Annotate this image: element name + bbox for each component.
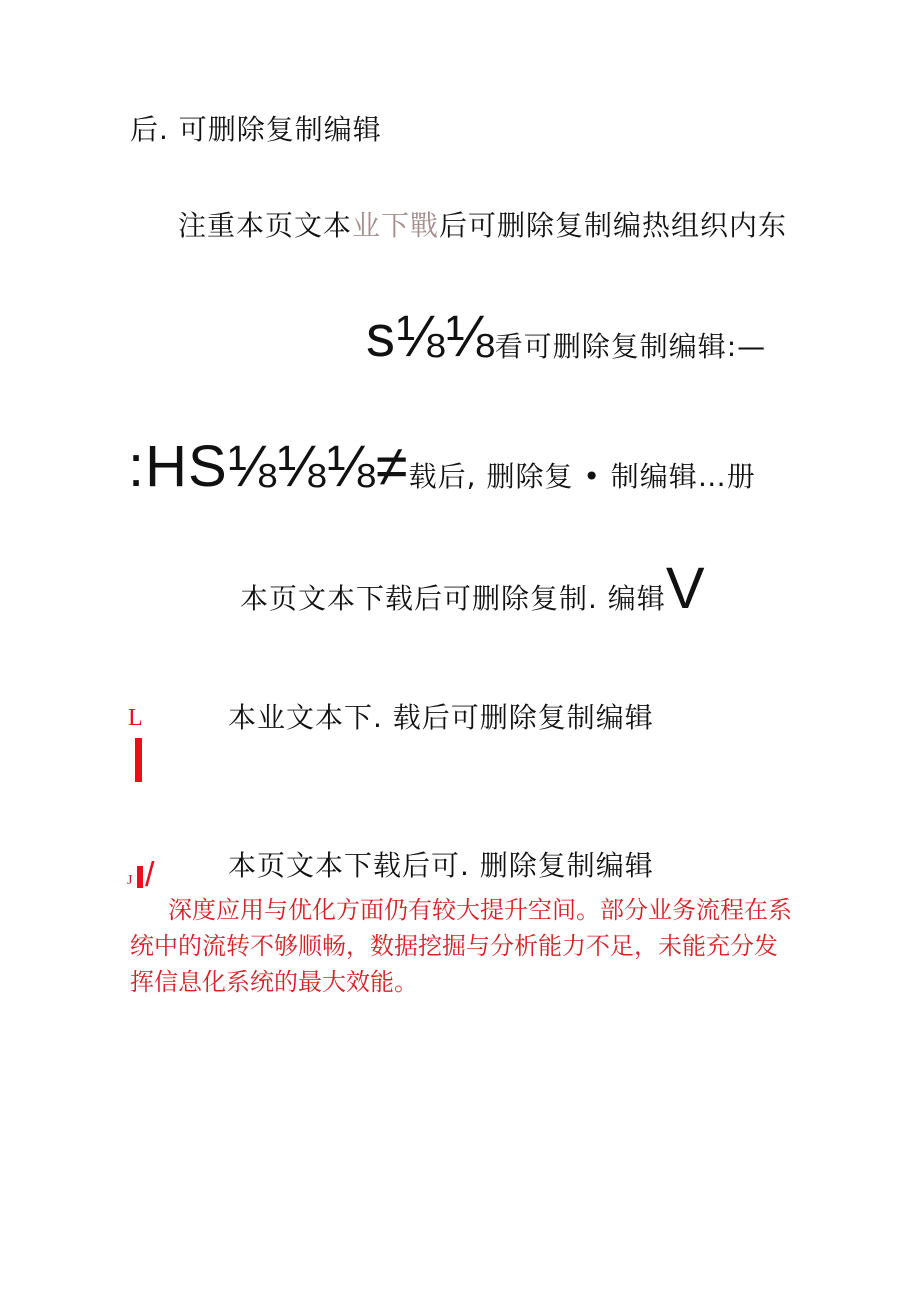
text-line-2-part-a: 注重本页文本	[178, 209, 353, 242]
red-short-bar	[137, 866, 143, 888]
text-line-7: 本页文本下载后可. 删除复制编辑	[228, 849, 654, 882]
red-paragraph: 深度应用与优化方面仍有较大提升空间。部分业务流程在系统中的流转不够顺畅，数据挖掘与分析能力不足，未能充分发挥信息化系统的最大效能。	[130, 896, 792, 996]
margin-mark-slash: /	[145, 856, 155, 894]
margin-mark-l: L	[128, 705, 143, 731]
text-line-2	[178, 209, 788, 242]
text-line-3-text: 看可删除复制编辑:—	[494, 330, 767, 363]
text-line-1: 后. 可删除复制编辑	[130, 113, 382, 146]
margin-mark-j: J	[127, 873, 133, 888]
text-line-4	[128, 434, 756, 499]
text-line-4-text: 载后, 删除复 • 制编辑…册	[408, 460, 756, 493]
text-line-4-large-glyphs: :HS⅛⅛⅛≠	[128, 434, 409, 499]
text-line-5-text: 本页文本下载后可删除复制. 编辑	[240, 582, 666, 615]
red-vertical-bar	[135, 738, 142, 782]
text-line-3-large-glyphs: s⅛⅛	[366, 304, 495, 369]
text-line-5-large-glyph: V	[665, 556, 706, 621]
text-line-6: 本业文本下. 载后可删除复制编辑	[228, 701, 654, 734]
text-line-5	[240, 556, 706, 621]
text-line-2-faded: 业下戰	[352, 209, 440, 242]
text-line-2-part-c: 后可删除复制编热组织内东	[439, 209, 788, 242]
text-line-3	[366, 304, 767, 369]
